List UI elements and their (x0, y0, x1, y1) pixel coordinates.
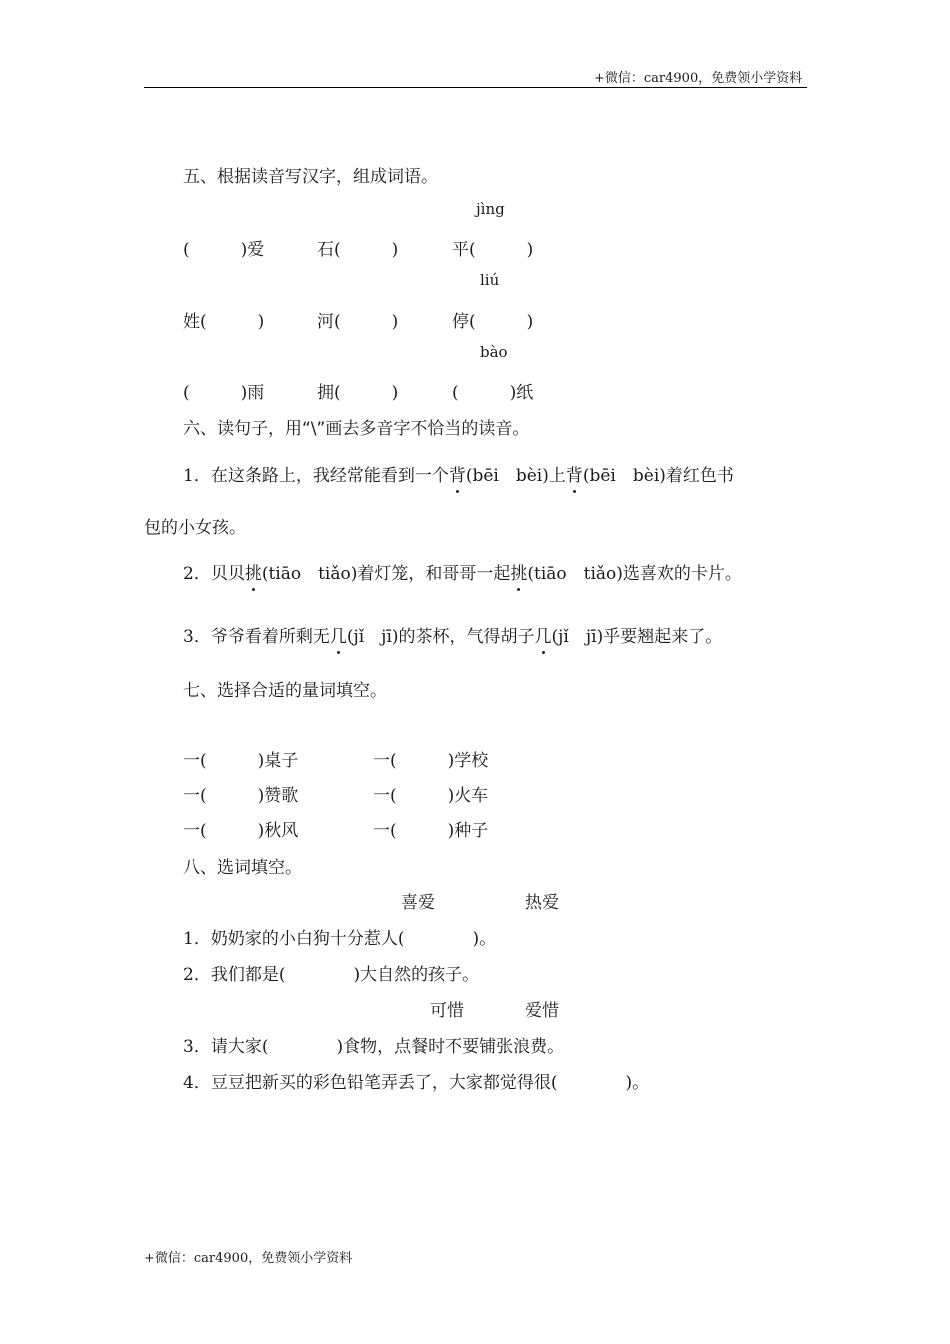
word-choice: 喜爱 (401, 893, 435, 913)
blank-jing-2[interactable]: 石( ) (317, 240, 399, 260)
blank-liu-2[interactable]: 河( ) (317, 312, 399, 332)
header-rule (144, 87, 807, 88)
sentence-3-polyphone-1: 几 (330, 622, 347, 647)
section-6-title: 六、读句子，用“\”画去多音字不恰当的读音。 (183, 419, 530, 439)
measure-word-blank[interactable]: 一( )火车 (373, 786, 489, 806)
sentence-1-part-a: 1．在这条路上，我经常能看到一个 (183, 466, 449, 486)
word-choice: 热爱 (525, 893, 559, 913)
sentence-2-part-c: (tiāo tiǎo)着灯笼，和哥哥一起 (261, 564, 511, 584)
section-7-title: 七、选择合适的量词填空。 (183, 681, 387, 701)
measure-word-blank[interactable]: 一( )桌子 (183, 751, 299, 771)
fill-question-3[interactable]: 3．请大家( )食物，点餐时不要铺张浪费。 (183, 1037, 565, 1057)
sentence-1-polyphone-2: 背 (566, 461, 583, 486)
sentence-3-part-e: (jǐ jī)乎要翘起来了。 (551, 627, 723, 647)
measure-word-blank[interactable]: 一( )种子 (373, 821, 489, 841)
sentence-1 (183, 461, 734, 486)
blank-bao-2[interactable]: 拥( ) (317, 383, 399, 403)
pinyin-bao: bào (480, 343, 508, 361)
word-choice: 可惜 (430, 1001, 464, 1021)
blank-jing-3[interactable]: 平( ) (452, 240, 534, 260)
sentence-2-part-a: 2．贝贝 (183, 564, 245, 584)
measure-word-blank[interactable]: 一( )赞歌 (183, 786, 299, 806)
sentence-3 (183, 622, 722, 647)
fill-question-4[interactable]: 4．豆豆把新买的彩色铅笔弄丢了，大家都觉得很( )。 (183, 1073, 650, 1093)
header-text: +微信：car4900，免费领小学资料 (594, 71, 803, 86)
sentence-1-continued: 包的小女孩。 (144, 518, 246, 538)
sentence-1-polyphone-1: 背 (449, 461, 466, 486)
sentence-3-part-c: (jǐ jī)的茶杯，气得胡子 (346, 627, 535, 647)
blank-jing-1[interactable]: ( )爱 (183, 240, 265, 260)
section-8-title: 八、选词填空。 (183, 858, 302, 878)
sentence-2-polyphone-1: 挑 (245, 559, 262, 584)
sentence-2-part-e: (tiāo tiǎo)选喜欢的卡片。 (527, 564, 742, 584)
blank-liu-3[interactable]: 停( ) (452, 312, 534, 332)
footer-text: +微信：car4900，免费领小学资料 (144, 1251, 353, 1266)
sentence-1-part-e: (bēi bèi)着红色书 (582, 466, 734, 486)
fill-question-1[interactable]: 1．奶奶家的小白狗十分惹人( )。 (183, 929, 497, 949)
blank-bao-1[interactable]: ( )雨 (183, 383, 265, 403)
sentence-2-polyphone-2: 挑 (510, 559, 527, 584)
section-5-title: 五、根据读音写汉字，组成词语。 (183, 167, 438, 187)
pinyin-jing: jìng (476, 200, 505, 218)
blank-liu-1[interactable]: 姓( ) (183, 312, 265, 332)
sentence-3-part-a: 3．爷爷看着所剩无 (183, 627, 330, 647)
sentence-2 (183, 559, 742, 584)
measure-word-blank[interactable]: 一( )学校 (373, 751, 489, 771)
fill-question-2[interactable]: 2．我们都是( )大自然的孩子。 (183, 965, 480, 985)
measure-word-blank[interactable]: 一( )秋风 (183, 821, 299, 841)
sentence-1-part-c: (bēi bèi)上 (465, 466, 566, 486)
sentence-3-polyphone-2: 几 (535, 622, 552, 647)
pinyin-liu: liú (480, 271, 500, 289)
blank-bao-3[interactable]: ( )纸 (452, 383, 534, 403)
word-choice: 爱惜 (525, 1001, 559, 1021)
